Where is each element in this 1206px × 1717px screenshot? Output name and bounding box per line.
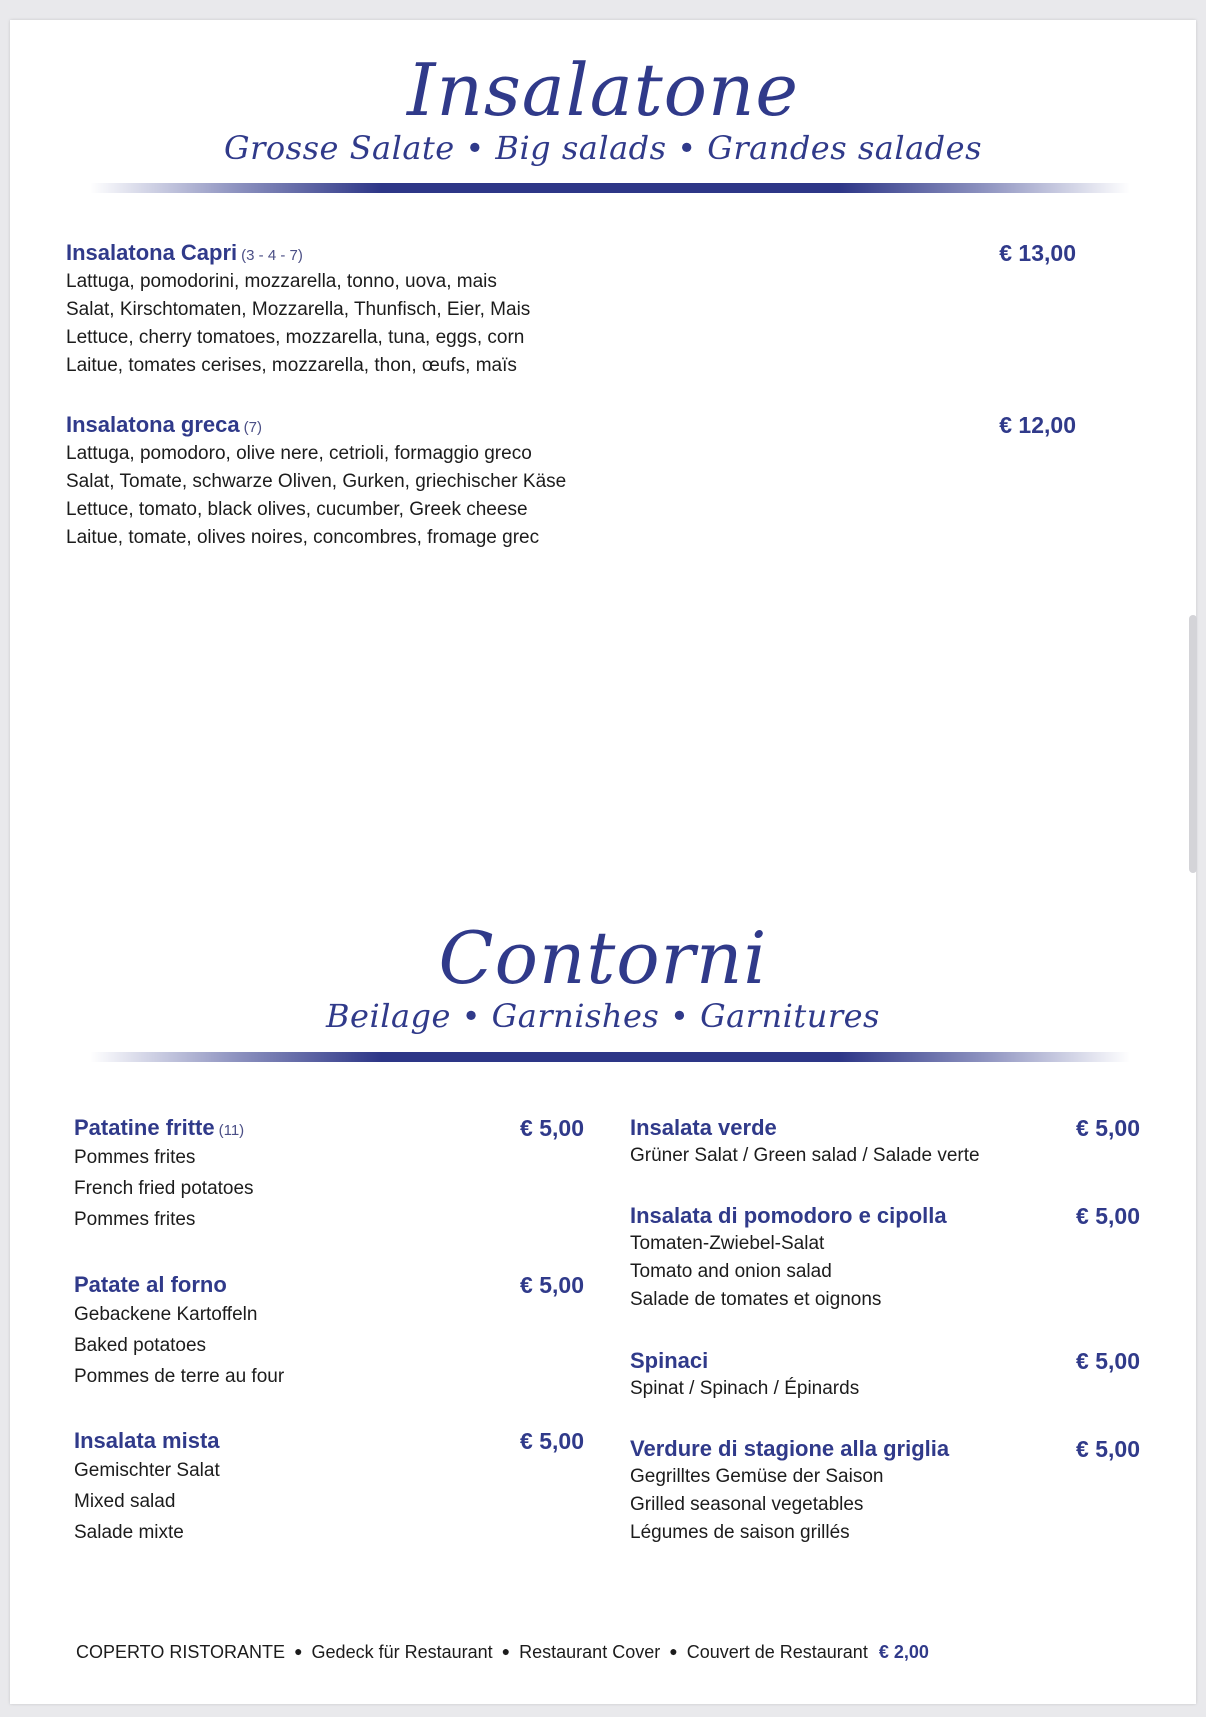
item-price: € 5,00 — [520, 1272, 584, 1298]
item-description-en: Lettuce, tomato, black olives, cucumber, Greek cheese — [66, 499, 528, 520]
item-description-de: Salat, Tomate, schwarze Oliven, Gurken, griechischer Käse — [66, 471, 567, 492]
item-name: Insalata mista — [74, 1428, 220, 1453]
item-description: Légumes de saison grillés — [630, 1522, 850, 1543]
item-description: Baked potatoes — [74, 1335, 207, 1356]
item-description: Pommes frites — [74, 1147, 196, 1168]
separator-dot: ● — [294, 1643, 303, 1659]
cover-label-it: COPERTO RISTORANTE — [76, 1642, 286, 1662]
item-description-en: Lettuce, cherry tomatoes, mozzarella, tuna, eggs, corn — [66, 327, 525, 348]
insalatone-title: Insalatone — [407, 48, 799, 132]
item-name: Spinaci — [630, 1348, 709, 1373]
item-description-de: Salat, Kirschtomaten, Mozzarella, Thunfisch, Eier, Mais — [66, 299, 531, 320]
scrollbar-thumb[interactable] — [1189, 615, 1197, 873]
menu-item-patatine-fritte — [74, 1117, 584, 1235]
item-description: Spinat / Spinach / Épinards — [630, 1378, 860, 1399]
insalatone-subtitle: Grosse Salate • Big salads • Grandes salades — [224, 129, 982, 167]
item-name: Patate al forno — [74, 1272, 227, 1297]
item-name: Verdure di stagione alla griglia — [630, 1436, 950, 1461]
cover-charge — [76, 1642, 929, 1663]
menu-item-patate-al-forno — [74, 1274, 584, 1392]
item-description: Salade mixte — [74, 1522, 184, 1543]
insalatone-heading — [10, 48, 1196, 167]
insalatone-divider — [90, 183, 1130, 193]
menu-item-insalatona-capri — [66, 242, 1136, 380]
item-name: Insalatona greca — [66, 412, 240, 437]
item-price: € 5,00 — [1076, 1436, 1140, 1462]
item-description: Gegrilltes Gemüse der Saison — [630, 1466, 884, 1487]
contorni-subtitle: Beilage • Garnishes • Garnitures — [326, 997, 880, 1035]
item-description-fr: Laitue, tomates cerises, mozzarella, thon, œufs, maïs — [66, 355, 517, 376]
item-description-it: Lattuga, pomodoro, olive nere, cetrioli, formaggio greco — [66, 443, 532, 464]
item-allergens: (3 - 4 - 7) — [241, 247, 303, 264]
item-price: € 5,00 — [1076, 1348, 1140, 1374]
cover-label-de: Gedeck für Restaurant — [311, 1642, 493, 1662]
menu-item-verdure-griglia — [630, 1438, 1140, 1547]
separator-dot: ● — [669, 1643, 678, 1659]
item-price: € 12,00 — [999, 412, 1076, 438]
menu-item-insalata-pomodoro-cipolla — [630, 1205, 1140, 1314]
item-price: € 5,00 — [1076, 1203, 1140, 1229]
item-description: Gemischter Salat — [74, 1460, 220, 1481]
item-description: Grüner Salat / Green salad / Salade verte — [630, 1145, 980, 1166]
item-allergens: (11) — [218, 1122, 245, 1139]
menu-item-insalata-mista — [74, 1430, 584, 1548]
item-allergens: (7) — [243, 419, 262, 436]
item-price: € 5,00 — [520, 1428, 584, 1454]
item-name: Insalata di pomodoro e cipolla — [630, 1203, 947, 1228]
separator-dot: ● — [501, 1643, 511, 1659]
menu-item-spinaci — [630, 1350, 1140, 1403]
item-name: Insalata verde — [630, 1115, 777, 1140]
item-description: Pommes de terre au four — [74, 1366, 285, 1387]
item-description: Tomato and onion salad — [630, 1261, 832, 1282]
item-price: € 5,00 — [1076, 1115, 1140, 1141]
cover-price: € 2,00 — [878, 1642, 929, 1662]
item-price: € 5,00 — [520, 1115, 584, 1141]
item-description: Salade de tomates et oignons — [630, 1289, 882, 1310]
item-description: Tomaten-Zwiebel-Salat — [630, 1233, 825, 1254]
menu-item-insalatona-greca — [66, 414, 1136, 552]
cover-label-en: Restaurant Cover — [519, 1642, 661, 1662]
item-name: Patatine fritte — [74, 1115, 215, 1140]
contorni-title: Contorni — [438, 916, 768, 1000]
item-description-it: Lattuga, pomodorini, mozzarella, tonno, uova, mais — [66, 271, 497, 292]
menu-page — [10, 20, 1196, 1704]
item-name: Insalatona Capri — [66, 240, 238, 265]
contorni-divider — [90, 1052, 1130, 1062]
contorni-heading — [10, 916, 1196, 1035]
item-description-fr: Laitue, tomate, olives noires, concombres, fromage grec — [66, 527, 540, 548]
cover-label-fr: Couvert de Restaurant — [686, 1642, 868, 1662]
item-description: Gebackene Kartoffeln — [74, 1304, 258, 1325]
item-description: Pommes frites — [74, 1209, 196, 1230]
item-price: € 13,00 — [999, 240, 1076, 266]
item-description: Grilled seasonal vegetables — [630, 1494, 864, 1515]
item-description: French fried potatoes — [74, 1178, 254, 1199]
menu-item-insalata-verde — [630, 1117, 1140, 1170]
item-description: Mixed salad — [74, 1491, 176, 1512]
